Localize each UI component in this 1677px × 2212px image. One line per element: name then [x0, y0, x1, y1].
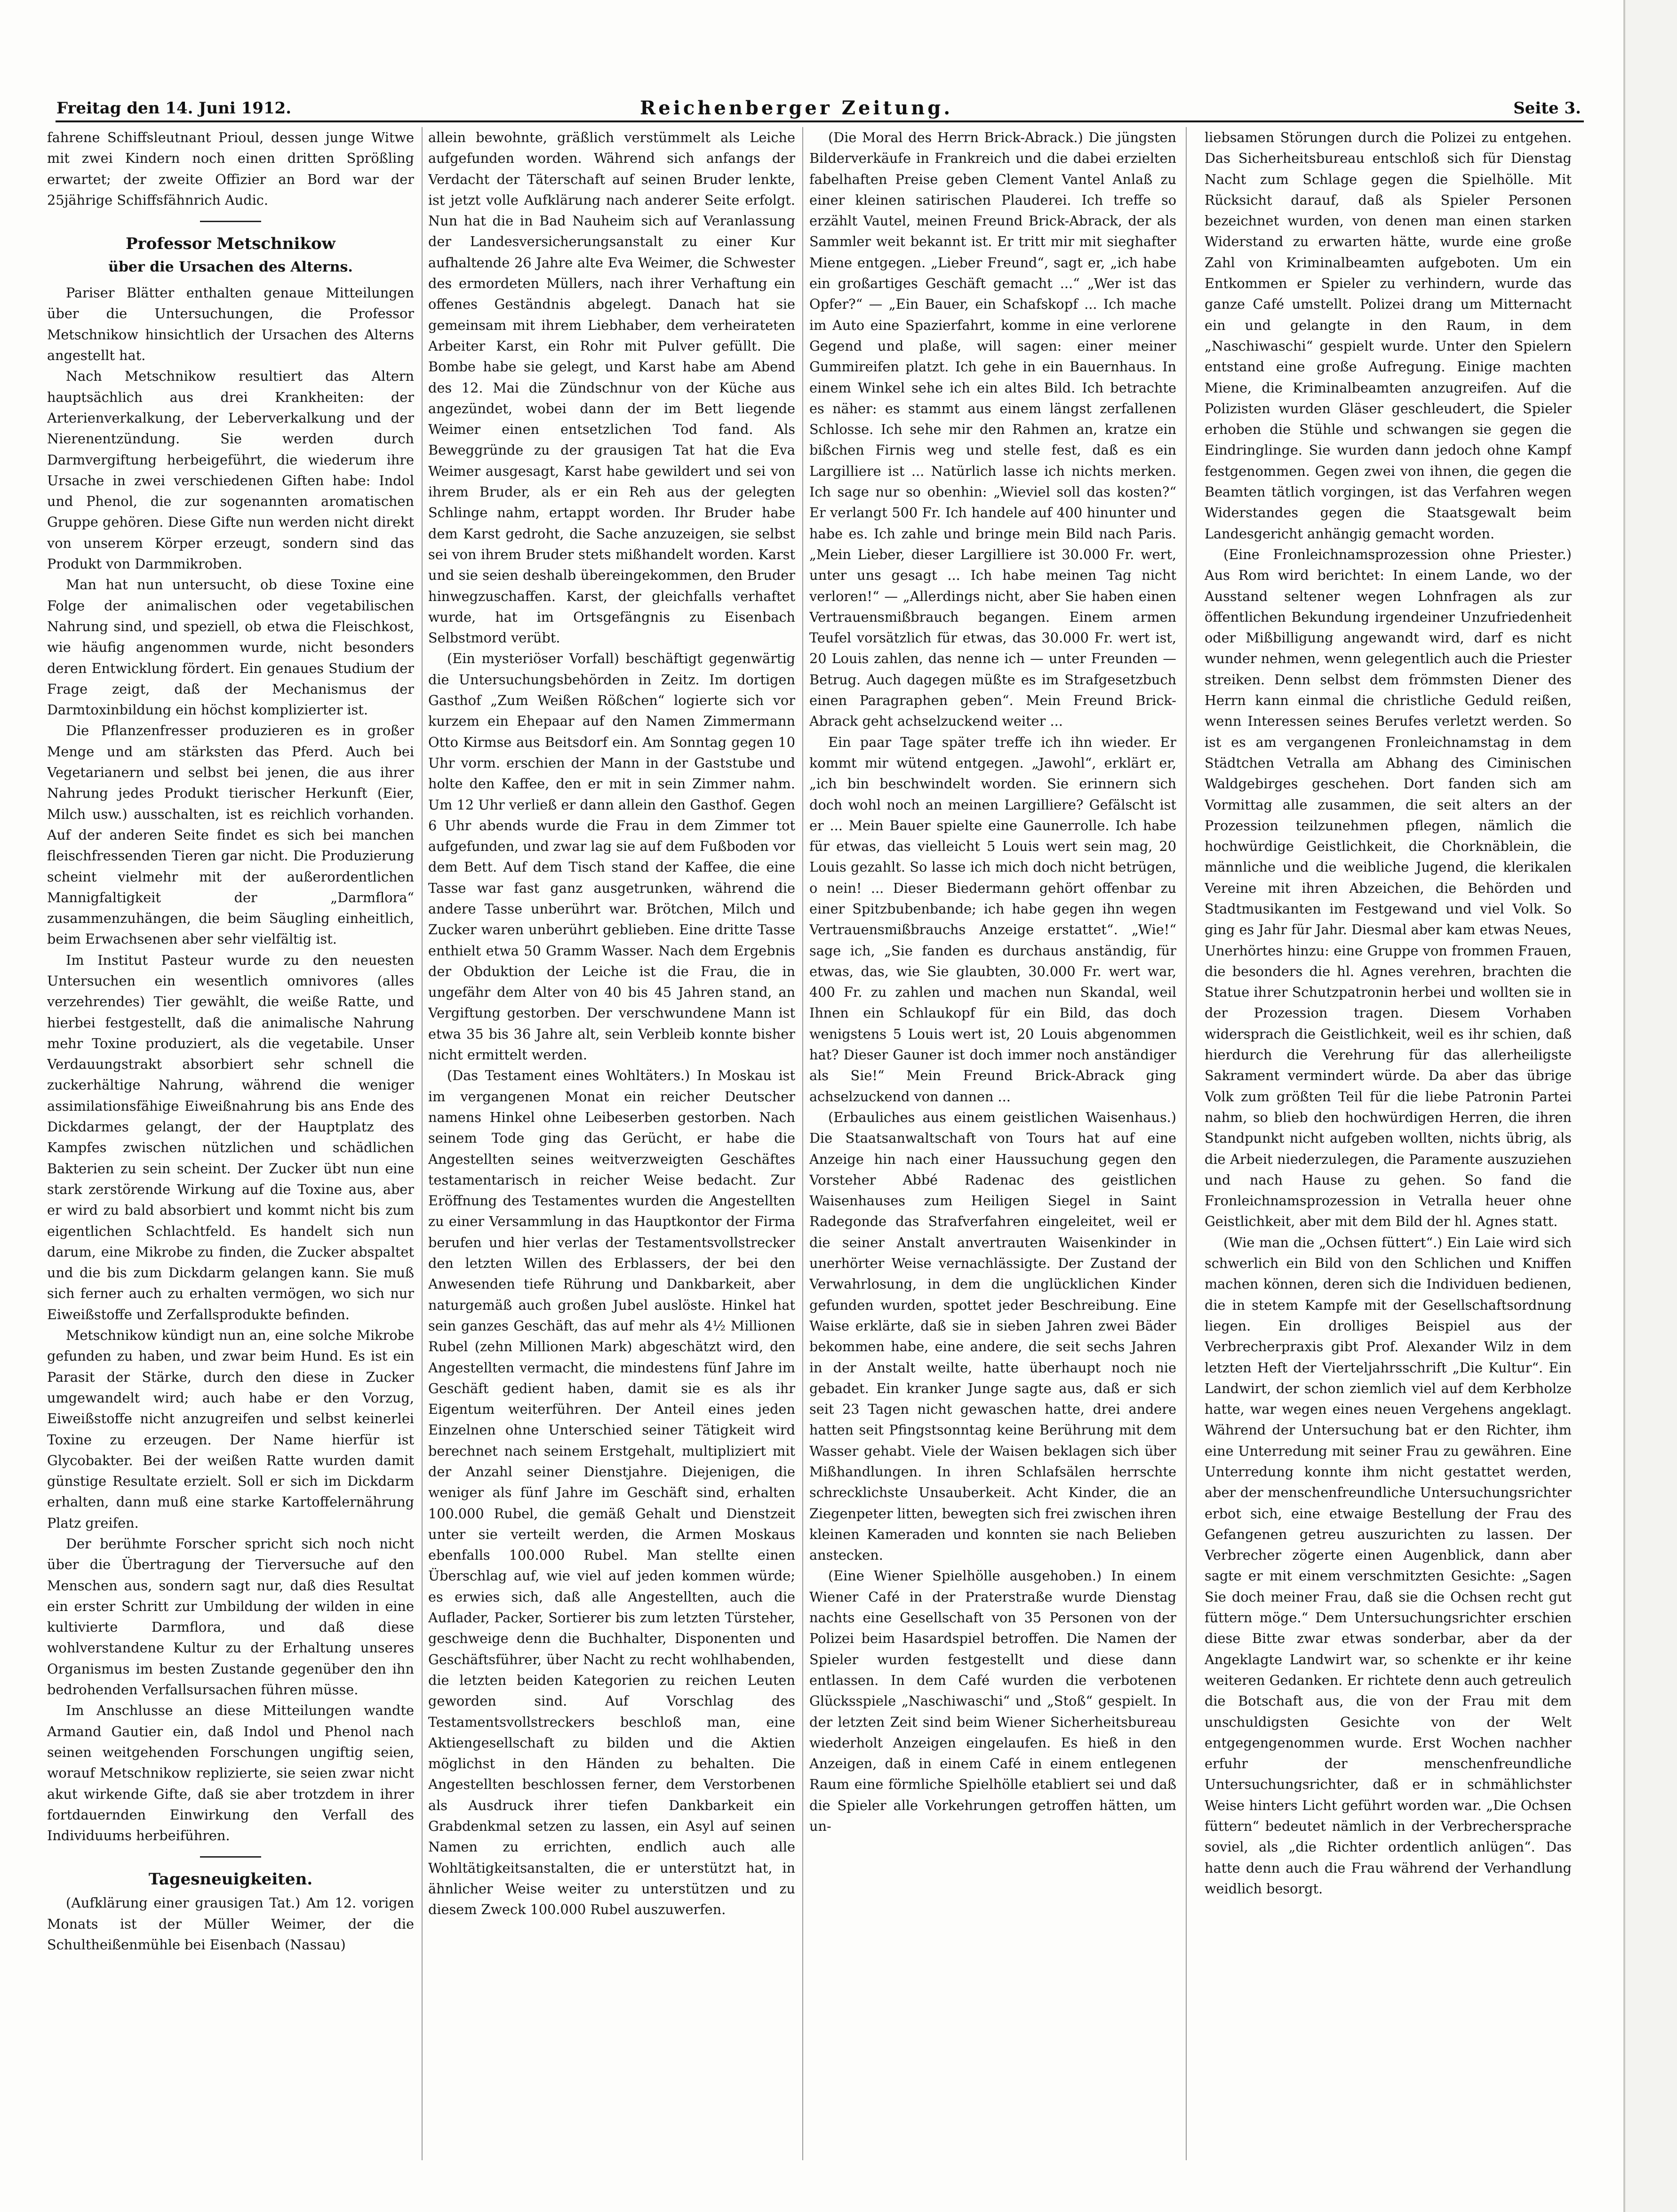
article-paragraph: allein bewohnte, gräßlich verstümmelt als Leiche aufgefunden worden. Während sich anfangs der Verdacht der Täterschaft auf seinen Bruder lenkte, ist jetzt volle Aufklärung nach anderer Seite erfolgt. Nun hat die in Bad Nauheim sich auf Veranlassung der Landesversicherungsanstalt zu einer Kur aufhaltende 26 Jahre alte Eva Weimer, die Schwester des ermordeten Müllers, nach ihrer Verhaftung ein offenes Geständnis abgelegt. Danach hat sie gemeinsam mit ihrem Liebhaber, dem verheirateten Arbeiter Karst, ein Rohr mit Pulver gefüllt. Die Bombe habe sie gelegt, und Karst habe am Abend des 12. Mai die Zündschnur von der Küche aus angezündet, wobei dann der im Bett liegende Weimer einen entsetzlichen Tod fand. Als Beweggründe zu der grausigen Tat hat die Eva Weimer ausgesagt, Karst habe gewildert und sei von ihrem Bruder, als er ein Reh aus der gelegten Schlinge nahm, ertappt worden. Ihr Bruder habe dem Karst gedroht, die Sache anzuzeigen, sie selbst sei von ihrem Bruder stets mißhandelt worden. Karst und sie seien deshalb übereingekommen, den Bruder hinwegzuschaffen. Karst, der gleichfalls verhaftet wurde, hat im Ortsgefängnis zu Eisenbach Selbstmord verübt. — [428, 129, 795, 646]
section-heading: Tagesneuigkeiten. — [148, 1870, 313, 1889]
article-paragraph: (Die Moral des Herrn Brick-Abrack.) Die jüngsten Bilderverkäufe in Frankreich und die dabei erzielten fabelhaften Preise geben Clement Vantel Anlaß zu einer kleinen satirischen Plauderei. Ich treffe so erzählt Vautel, meinen Freund Brick-Abrack, der als Sammler weit bekannt ist. Er tritt mir mit sieghafter Miene entgegen. „Lieber Freund“, sagt er, „ich habe ein großartiges Geschäft gemacht ...“ „Wer ist das Opfer?“ — „Ein Bauer, ein Schafskopf ... Ich mache im Auto eine Spazierfahrt, komme in eine verlorene Gegend und plaße, will sagen: einer meiner Gummireifen platzt. Ich gehe in ein Bauernhaus. In einem Winkel sehe ich ein altes Bild. Ich betrachte es näher: es stammt aus einem längst zerfallenen Schlosse. Ich sehe mir den Rahmen an, kratze ein bißchen Firnis weg und stelle fest, daß es ein Largilliere ist ... Natürlich lasse ich nichts merken. Ich sage nur so obenhin: „Wieviel soll das kosten?“ Er verlangt 500 Fr. Ich handele auf 400 hinunter und habe es. Ich zahle und bringe mein Bild nach Paris. „Mein Lieber, dieser Largilliere ist 30.000 Fr. wert, unter uns gesagt ... Ich habe meinen Tag nicht verloren!“ — „Allerdings nicht, aber Sie haben einen Vertrauensmißbrauch begangen. Einem armen Teufel vorsätzlich für etwas, das 30.000 Fr. wert ist, 20 Louis zahlen, das nenne ich — unter Freunden — Betrug. Auch dagegen müßte es im Strafgesetzbuch einen Paragraphen geben“. Mein Freund Brick-Abrack geht achselzuckend weiter ... — [809, 129, 1176, 729]
article-paragraph: Man hat nun untersucht, ob diese Toxine eine Folge der animalischen oder vegetabilischen Nahrung sind, und speziell, ob etwa die Fleischkost, wie häufig angenommen wurde, nicht besonders deren Entwicklung fördert. Ein genaues Studium der Frage zeigt, daß der Mechanismus der Darmtoxinbildung ein höchst komplizierter ist. — [47, 577, 414, 718]
header-date: Freitag den 14. Juni 1912. — [56, 99, 292, 118]
article-paragraph: Der berühmte Forscher spricht sich noch nicht über die Übertragung der Tierversuche auf den Menschen aus, sondern sagt nur, daß dies Resultat ein erster Schritt zur Umbildung der wilden in eine kultivierte Darmflora, und daß diese wohlverstandene Kultur zu der Erhaltung unseres Organismus im besten Zustande gegenüber den ihn bedrohenden Verfallsursachen führen müsse. — [47, 1536, 414, 1698]
article-paragraph: (Aufklärung einer grausigen Tat.) Am 12. vorigen Monats ist der Müller Weimer, der die Schultheißenmühle bei Eisenbach (Nassau) — [47, 1895, 414, 1953]
article-paragraph: (Das Testament eines Wohltäters.) In Moskau ist im vergangenen Monat ein reicher Deutscher namens Hinkel ohne Leibeserben gestorben. Nach seinem Tode ging das Gerücht, er habe die Angestellten seines weitverzweigten Geschäftes testamentarisch in reicher Weise bedacht. Zur Eröffnung des Testamentes wurden die Angestellten zu einer Versammlung in das Hauptkontor der Firma berufen und hier verlas der Testamentsvollstrecker den letzten Willen des Erblassers, der bei den Anwesenden tiefe Rührung und Dankbarkeit, aber naturgemäß auch großen Jubel auslöste. Hinkel hat sein ganzes Geschäft, das auf mehr als 4½ Millionen Rubel (zehn Millionen Mark) abgeschätzt wird, den Angestellten vermacht, die mindestens fünf Jahre im Geschäft gedient haben, damit sie es als ihr Eigentum weiterführen. Der Anteil eines jeden Einzelnen ohne Unterschied seiner Tätigkeit wird berechnet nach seinem Erstgehalt, multipliziert mit der Anzahl seiner Dienstjahre. Diejenigen, die weniger als fünf Jahre im Geschäft sind, erhalten 100.000 Rubel, die gemäß Gehalt und Dienstzeit unter sie verteilt werden, die Armen Moskaus ebenfalls 100.000 Rubel. Man stellte einen Überschlag auf, wie viel auf jeden kommen würde; es erwies sich, daß alle Angestellten, auch die Auflader, Packer, Sortierer bis zum letzten Türsteher, geschweige denn die Buchhalter, Disponenten und Geschäftsführer, über Nacht zu recht wohlhabenden, die letzten beiden Kategorien zu reichen Leuten geworden sind. Auf Vorschlag des Testamentsvollstreckers beschloß man, eine Aktiengesellschaft zu bilden und die Aktien möglichst in den Händen zu behalten. Die Angestellten beschlossen ferner, dem Verstorbenen als Ausdruck ihrer tiefen Dankbarkeit ein Grabdenkmal setzen zu lassen, ein Asyl auf seinen Namen zu errichten, endlich auch alle Wohltätigkeitsanstalten, die er unterstützt hat, in ähnlicher Weise weiter zu unterstützen und zu diesem Zweck 100.000 Rubel auszuwerfen. — [428, 1067, 795, 1918]
article-paragraph: Die Pflanzenfresser produzieren es in großer Menge und am stärksten das Pferd. Auch bei Vegetarianern und selbst bei jenen, die aus ihrer Nahrung jedes Produkt tierischer Herkunft (Eier, Milch usw.) ausschalten, ist es reichlich vorhanden. Auf der anderen Seite findet es sich bei manchen fleischfressenden Tieren gar nicht. Die Produzierung scheint vielmehr mit der außerordentlichen Mannigfaltigkeit der „Darmflora“ zusammenzuhängen, die beim Säugling einheitlich, beim Erwachsenen aber sehr vielfältig ist. — [47, 722, 414, 947]
column-4 — [1205, 127, 1572, 2160]
article-paragraph: Nach Metschnikow resultiert das Altern hauptsächlich aus drei Krankheiten: der Arterienverkalkung, der Leberverkalkung und der Nierenentzündung. Sie werden durch Darmvergiftung herbeigeführt, die wiederum ihre Ursache in zwei verschiedenen Giften habe: Indol und Phenol, die zur sogenannten aromatischen Gruppe gehören. Diese Gifte nun werden nicht direkt von unserem Körper erzeugt, sondern sind das Produkt von Darmmikroben. — [47, 368, 414, 572]
section-divider — [200, 221, 261, 222]
article-paragraph: (Eine Fronleichnamsprozession ohne Priester.) Aus Rom wird berichtet: In einem Lande, wo der Ausstand seltener wegen Lohnfragen als zur öffentlichen Bekundung irgendeiner Unzufriedenheit oder Mißbilligung angewandt wird, darf es nicht wunder nehmen, wenn gelegentlich auch die Priester streiken. Denn selbst dem frömmsten Diener des Herrn kann einmal die christliche Geduld reißen, wenn Interessen seines Berufes verletzt werden. So ist es am vergangenen Fronleichnamstag in dem Städtchen Vetralla am Abhang des Ciminischen Waldgebirges geschehen. Dort fanden sich am Vormittag alle zusammen, die seit alters an der Prozession teilzunehmen pflegen, nämlich die hochwürdige Geistlichkeit, die Chorknäblein, die männliche und die weibliche Jugend, die klerikalen Vereine mit ihren Abzeichen, die Behörden und Stadtmusikanten im Festgewand und viel Volk. So ging es Jahr für Jahr. Diesmal aber kam etwas Neues, Unerhörtes hinzu: eine Gruppe von frommen Frauen, die besonders die hl. Agnes verehren, brachten die Statue ihrer Schutzpatronin herbei und wollten sie in der Prozession tragen. Diesem Vorhaben widersprach die Geistlichkeit, weil es ihr schien, daß hierdurch die Verehrung für das allerheiligste Sakrament vermindert würde. Da aber das übrige Volk zum größten Teil für die liebe Patronin Partei nahm, so blieb den hochwürdigen Herren, die ihren Standpunkt nicht aufgeben wollten, nichts übrig, als die Arbeit niederzulegen, die Paramente auszuziehen und nach Hause zu gehen. So fand die Fronleichnamsprozession in Vetralla heuer ohne Geistlichkeit, aber mit dem Bild der hl. Agnes statt. — [1205, 546, 1572, 1230]
article-paragraph: (Wie man die „Ochsen füttert“.) Ein Laie wird sich schwerlich ein Bild von den Schlichen und Kniffen machen können, deren sich die Individuen bedienen, die in stetem Kampfe mit der Gesellschaftsordnung liegen. Ein drolliges Beispiel aus der Verbrecherpraxis gibt Prof. Alexander Wilz in dem letzten Heft der Vierteljahrsschrift „Die Kultur“. Ein Landwirt, der schon ziemlich viel auf dem Kerbholze hatte, war wegen eines neuen Vergehens angeklagt. Während der Untersuchung bat er den Richter, ihm eine Unterredung mit seiner Frau zu gewähren. Eine Unterredung konnte ihm nicht gestattet werden, aber der menschenfreundliche Untersuchungsrichter erbot sich, eine etwaige Bestellung der Frau des Gefangenen getreu auszurichten zu lassen. Der Verbrecher zögerte einen Augenblick, dann aber sagte er mit einem verschmitzten Gesichte: „Sagen Sie doch meiner Frau, daß sie die Ochsen recht gut füttern möge.“ Dem Untersuchungsrichter erschien diese Bitte zwar etwas sonderbar, aber da der Angeklagte Landwirt war, so schenkte er ihr keine weiteren Gedanken. Er richtete denn auch getreulich die Botschaft aus, die von der Frau mit dem unschuldigsten Gesichte von der Welt entgegengenommen wurde. Erst Wochen nachher erfuhr der menschenfreundliche Untersuchungsrichter, daß er in schmählichster Weise hinters Licht geführt worden war. „Die Ochsen füttern“ bedeutet nämlich in der Verbrechersprache soviel, als „die Richter ordentlich anlügen“. Das hatte denn auch die Frau während der Verhandlung weidlich besorgt. — [1205, 1234, 1572, 1897]
section-subheading: über die Ursachen des Alterns. — [108, 259, 353, 276]
section-heading: Professor Metschnikow — [126, 234, 335, 254]
article-paragraph: Im Anschlusse an diese Mitteilungen wandte Armand Gautier ein, daß Indol und Phenol nach seinen weitgehenden Forschungen ungiftig seien, worauf Metschnikow replizierte, sie seien zwar nicht akut wirkende Gifte, daß sie aber trotzdem in ihrer fortdauernden Einwirkung den Verfall des Individuums herbeiführen. — [47, 1702, 414, 1844]
running-header — [56, 92, 1581, 120]
page-number: Seite 3. — [1513, 99, 1581, 118]
article-paragraph: (Ein mysteriöser Vorfall) beschäftigt gegenwärtig die Untersuchungsbehörden in Zeitz. Im dortigen Gasthof „Zum Weißen Rößchen“ logierte sich vor kurzem ein Ehepaar auf den Namen Zimmermann Otto Kirmse aus Beitsdorf ein. Am Sonntag gegen 10 Uhr vorm. erschien der Mann in der Gaststube und holte den Kaffee, den er mit in sein Zimmer nahm. Um 12 Uhr verließ er dann allein den Gasthof. Gegen 6 Uhr abends wurde die Frau in dem Zimmer tot aufgefunden, und zwar lag sie auf dem Fußboden vor dem Bett. Auf dem Tisch stand der Kaffee, die eine Tasse war fast ganz ausgetrunken, während die andere Tasse unberührt war. Brötchen, Milch und Zucker waren unberührt geblieben. Eine dritte Tasse enthielt etwa 50 Gramm Wasser. Nach dem Ergebnis der Obduktion der Leiche ist die Frau, die in ungefähr dem Alter von 40 bis 45 Jahren stand, an Vergiftung gestorben. Der verschwundene Mann ist etwa 35 bis 36 Jahre alt, sein Verbleib konnte bisher nicht ermittelt werden. — [428, 650, 795, 1063]
article-paragraph: (Eine Wiener Spielhölle ausgehoben.) In einem Wiener Café in der Praterstraße wurde Dienstag nachts eine Gesellschaft von 35 Personen von der Polizei beim Hasardspiel betroffen. Die Namen der Spieler wurden festgestellt und diese dann entlassen. In dem Café wurden die verbotenen Glücksspiele „Naschiwaschi“ und „Stoß“ gespielt. In der letzten Zeit sind beim Wiener Sicherheitsbureau wiederholt Anzeigen eingelaufen. Es hieß in den Anzeigen, daß in einem Café in einem entlegenen Raum eine förmliche Spielhölle etabliert sei und daß die Spieler alle Vorkehrungen getroffen hätten, um un- — [809, 1568, 1176, 1835]
article-paragraph: fahrene Schiffsleutnant Prioul, dessen junge Witwe mit zwei Kindern noch einen dritten Sprößling erwartet; der zweite Offizier an Bord war der 25jährige Schiffsfähnrich Audic. — [47, 129, 414, 208]
page-margin-right — [1625, 0, 1677, 2212]
article-paragraph: (Erbauliches aus einem geistlichen Waisenhaus.) Die Staatsanwaltschaft von Tours hat auf eine Anzeige hin nach einer Haussuchung gegen den Vorsteher Abbé Radenac des geistlichen Waisenhauses zum Heiligen Siegel in Saint Radegonde das Strafverfahren eingeleitet, weil er die seiner Anstalt anvertrauten Waisenkinder in unerhörter Weise vernachlässigte. Der Zustand der Verwahrlosung, in dem die unglücklichen Kinder gefunden wurden, spottet jeder Beschreibung. Eine Waise erklärte, daß sie in sieben Jahren zwei Bäder bekommen habe, eine andere, die seit sechs Jahren in der Anstalt weilte, hatte überhaupt noch nie gebadet. Ein kranker Junge sagte aus, daß er sich seit 23 Tagen nicht gewaschen hatte, drei andere hatten seit Pfingstsonntag keine Berührung mit dem Wasser gehabt. Viele der Waisen beklagen sich über Mißhandlungen. In ihren Schlafsälen herrschte schrecklichste Unsauberkeit. Acht Kinder, die an Ziegenpeter litten, bewegten sich frei zwischen ihren kleinen Kameraden und konnten sie nach Belieben anstecken. — [809, 1109, 1176, 1563]
article-paragraph: Ein paar Tage später treffe ich ihn wieder. Er kommt mir wütend entgegen. „Jawohl“, erklärt er, „ich bin beschwindelt worden. Sie erinnern sich doch wohl noch an meinen Largilliere? Gefälscht ist er ... Mein Bauer spielte eine Gaunerrolle. Ich habe für etwas, das vielleicht 5 Louis wert sein mag, 20 Louis gezahlt. So lasse ich mich doch nicht betrügen, o nein! ... Dieser Biedermann gehört offenbar zu einer Spitzbubenbande; ich habe gegen ihn wegen Vertrauensmißbrauchs Anzeige erstattet“. „Wie!“ sage ich, „Sie fanden es durchaus anständig, für etwas, das, wie Sie glaubten, 30.000 Fr. wert war, 400 Fr. zu zahlen und machen nun Skandal, weil Ihnen ein Schlaukopf für ein Bild, das doch wenigstens 5 Louis wert ist, 20 Louis abgenommen hat? Dieser Gauner ist doch immer noch anständiger als Sie!“ Mein Freund Brick-Abrack ging achselzuckend von dannen ... — [809, 734, 1176, 1105]
column-separator — [802, 127, 803, 2160]
column-3 — [809, 127, 1176, 2160]
column-1 — [47, 127, 414, 2160]
header-rule — [56, 120, 1584, 122]
column-separator — [422, 127, 423, 2160]
column-separator — [1186, 127, 1187, 2160]
article-paragraph: Pariser Blätter enthalten genaue Mitteilungen über die Untersuchungen, die Professor Metschnikow hinsichtlich der Ursachen des Alterns angestellt hat. — [47, 285, 414, 364]
article-paragraph: Metschnikow kündigt nun an, eine solche Mikrobe gefunden zu haben, und zwar beim Hund. Es ist ein Parasit der Stärke, durch den diese in Zucker umgewandelt wird; auch habe er den Vorzug, Eiweißstoffe nicht anzugreifen und selbst keinerlei Toxine zu erzeugen. Der Name hierfür ist Glycobakter. Bei der weißen Ratte wurden damit günstige Resultate erzielt. Soll er sich im Dickdarm erhalten, dann muß eine starke Kartoffelernährung Platz greifen. — [47, 1327, 414, 1531]
section-divider — [200, 1856, 261, 1858]
article-paragraph: Im Institut Pasteur wurde zu den neuesten Untersuchen ein wesentlich omnivores (alles verzehrendes) Tier gewählt, die weiße Ratte, und hierbei festgestellt, daß die animalische Nahrung mehr Toxine produziert, als die vegetabile. Unser Verdauungstrakt absorbiert sehr schnell die zuckerhältige Nahrung, während die weniger assimilationsfähige Eiweißnahrung bis ans Ende des Dickdarmes gelangt, der der Hauptplatz des Kampfes zwischen nützlichen und schädlichen Bakterien zu sein scheint. Der Zucker übt nun eine stark zerstörende Wirkung auf die Toxine aus, aber er wird zu bald absorbiert und kommt nicht bis zum eigentlichen Schlachtfeld. Es handelt sich nun darum, eine Mikrobe zu finden, die Zucker abspaltet und die bis zum Dickdarm gelangen kann. Sie muß sich ferner auch zu erhalten vermögen, wo sich nur Eiweißstoffe und Zerfallsprodukte befinden. — [47, 952, 414, 1322]
article-paragraph: liebsamen Störungen durch die Polizei zu entgehen. Das Sicherheitsbureau entschloß sich für Dienstag Nacht zum Schlage gegen die Spielhölle. Mit Rücksicht darauf, daß als Spieler Personen bezeichnet wurden, von denen man einen starken Widerstand zu erwarten hätte, wurde eine große Zahl von Kriminalbeamten aufgeboten. Um ein Entkommen er Spieler zu verhindern, wurde das ganze Café umstellt. Polizei drang um Mitternacht ein und gelangte in den Raum, in dem „Naschiwaschi“ gespielt wurde. Unter den Spielern entstand eine große Aufregung. Einige machten Miene, die Kriminalbeamten anzugreifen. Auf die Polizisten wurden Gläser geschleudert, die Spieler erhoben die Stühle und schwangen sie gegen die Eindringlinge. Sie wurden dann jedoch ohne Kampf festgenommen. Gegen zwei von ihnen, die gegen die Beamten tätlich vorgingen, ist das Verfahren wegen Widerstandes gegen die Staatsgewalt beim Landesgericht anhängig gemacht worden. — [1205, 129, 1572, 542]
masthead-title: Reichenberger Zeitung. — [640, 97, 953, 119]
column-2 — [428, 127, 795, 2160]
